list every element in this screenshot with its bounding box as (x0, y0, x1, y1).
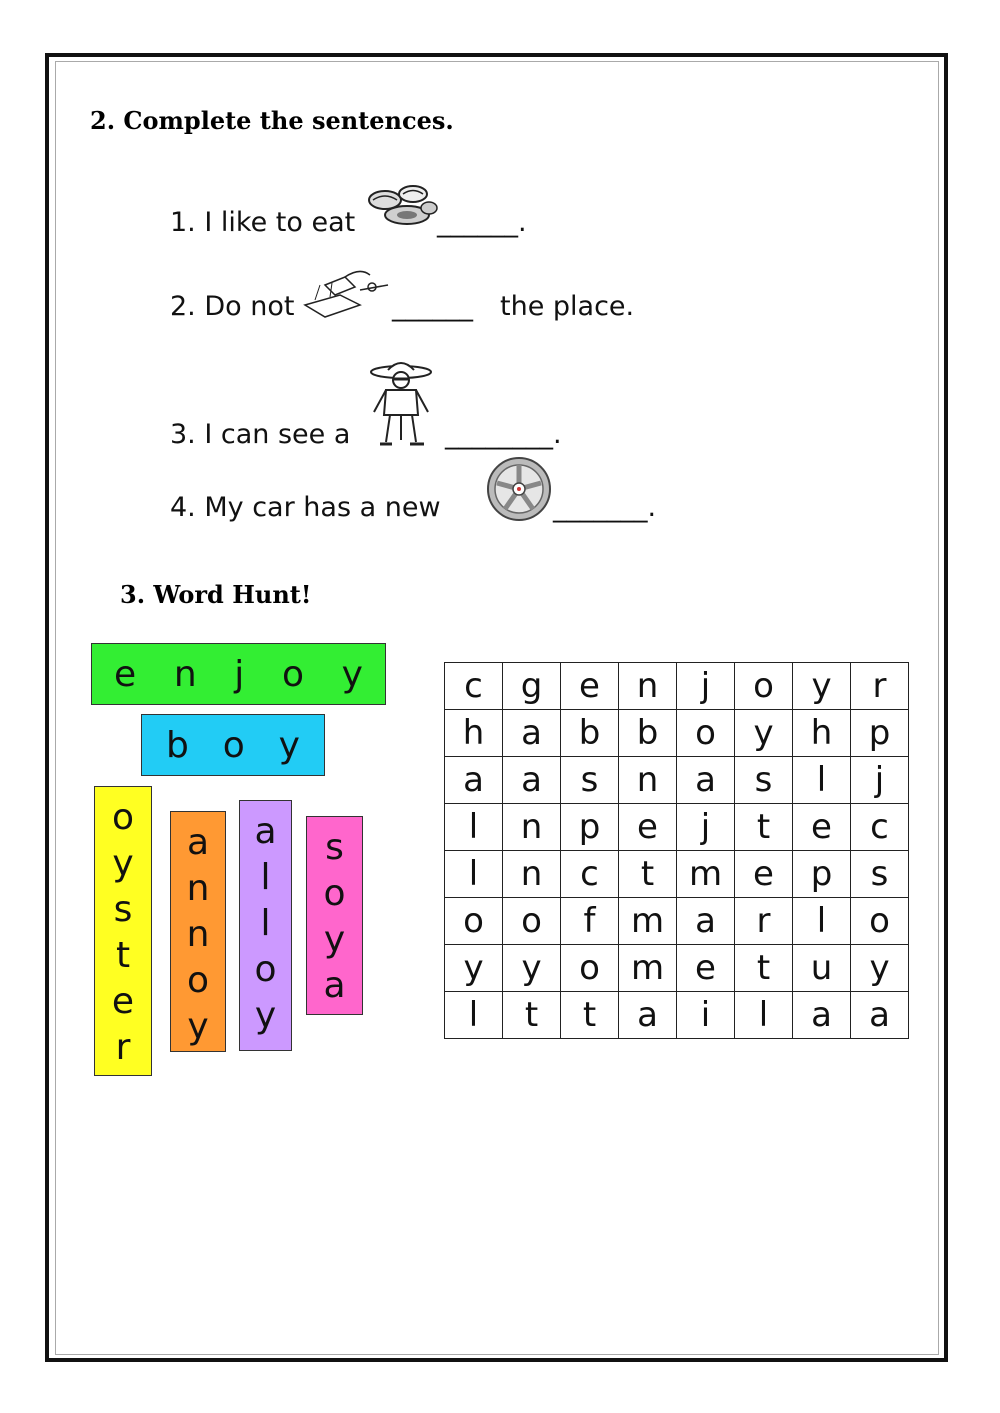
grid-cell[interactable]: e (793, 804, 851, 851)
word-enjoy-letter: o (281, 653, 304, 695)
sentence-2 (170, 291, 294, 322)
word-alloy-letter: y (254, 995, 277, 1036)
grid-cell[interactable]: i (677, 992, 735, 1039)
alloy-wheel-icon (485, 455, 553, 523)
grid-cell[interactable]: y (793, 663, 851, 710)
grid-cell[interactable]: m (619, 945, 677, 992)
word-soya-letter: y (323, 919, 346, 960)
grid-cell[interactable]: n (503, 804, 561, 851)
section-2-heading: 2. Complete the sentences. (90, 106, 454, 135)
grid-row (445, 757, 909, 804)
grid-cell[interactable]: a (677, 757, 735, 804)
grid-cell[interactable]: r (851, 663, 909, 710)
grid-cell[interactable]: p (793, 851, 851, 898)
grid-cell[interactable]: o (677, 710, 735, 757)
spray-mess-icon (300, 265, 390, 320)
grid-cell[interactable]: t (619, 851, 677, 898)
grid-cell[interactable]: l (793, 757, 851, 804)
word-enjoy-letter: j (234, 653, 245, 695)
sentence-1-text: I like to eat (204, 207, 356, 238)
grid-row (445, 945, 909, 992)
sentence-3-blank: ________. (445, 419, 562, 450)
word-oyster-letter: s (113, 889, 133, 930)
grid-cell[interactable]: p (561, 804, 619, 851)
word-oyster-letter: o (111, 797, 135, 838)
sentence-1-blank: ______. (437, 207, 527, 238)
grid-row (445, 851, 909, 898)
word-enjoy-box (91, 643, 386, 705)
grid-cell[interactable]: m (677, 851, 735, 898)
grid-cell[interactable]: c (851, 804, 909, 851)
sentence-4-number: 4. (170, 492, 196, 523)
grid-cell[interactable]: o (503, 898, 561, 945)
sentence-1 (170, 207, 355, 238)
grid-row (445, 804, 909, 851)
word-annoy-letter: o (186, 960, 210, 1001)
grid-cell[interactable]: m (619, 898, 677, 945)
grid-cell[interactable]: l (793, 898, 851, 945)
grid-cell[interactable]: s (851, 851, 909, 898)
grid-row (445, 663, 909, 710)
word-soya-box (306, 816, 363, 1015)
grid-cell[interactable]: a (793, 992, 851, 1039)
grid-cell[interactable]: n (619, 757, 677, 804)
grid-cell[interactable]: a (445, 757, 503, 804)
word-boy-box (141, 714, 325, 776)
word-oyster-box (94, 786, 152, 1076)
word-oyster-letter: e (111, 981, 135, 1022)
word-alloy-letter: l (260, 903, 271, 944)
word-annoy-box (170, 811, 226, 1052)
sentence-4 (170, 492, 441, 523)
sentence-3-text: I can see a (204, 419, 351, 450)
grid-row (445, 992, 909, 1039)
grid-cell[interactable]: s (735, 757, 793, 804)
word-enjoy-letter: y (341, 653, 363, 695)
grid-cell[interactable]: y (503, 945, 561, 992)
sentence-2-blank: ______ (392, 291, 473, 322)
grid-cell[interactable]: o (851, 898, 909, 945)
grid-cell[interactable]: a (503, 757, 561, 804)
grid-cell[interactable]: y (851, 945, 909, 992)
grid-cell[interactable]: r (735, 898, 793, 945)
grid-cell[interactable]: u (793, 945, 851, 992)
word-alloy-letter: l (260, 857, 271, 898)
word-annoy-letter: n (186, 914, 210, 955)
grid-cell[interactable]: l (445, 804, 503, 851)
word-annoy-letter: a (186, 822, 210, 863)
grid-cell[interactable]: f (561, 898, 619, 945)
word-oyster-letter: t (115, 935, 131, 976)
grid-cell[interactable]: j (677, 663, 735, 710)
grid-cell[interactable]: t (503, 992, 561, 1039)
word-alloy-letter: a (254, 811, 277, 852)
word-soya-letter: s (325, 827, 344, 868)
grid-cell[interactable]: o (445, 898, 503, 945)
grid-row (445, 710, 909, 757)
grid-cell[interactable]: p (851, 710, 909, 757)
grid-cell[interactable]: a (851, 992, 909, 1039)
grid-cell[interactable]: l (735, 992, 793, 1039)
grid-cell[interactable]: e (619, 804, 677, 851)
grid-cell[interactable]: t (561, 992, 619, 1039)
word-enjoy-letter: n (173, 653, 197, 695)
section-3-heading: 3. Word Hunt! (120, 580, 312, 609)
grid-cell[interactable]: y (445, 945, 503, 992)
sentence-4-text: My car has a new (204, 492, 441, 523)
word-alloy-box (239, 800, 292, 1051)
grid-cell[interactable]: b (561, 710, 619, 757)
word-soya-letter: o (323, 873, 346, 914)
grid-cell[interactable]: j (851, 757, 909, 804)
word-annoy-letter: y (187, 1006, 209, 1047)
grid-cell[interactable]: j (677, 804, 735, 851)
sentence-1-number: 1. (170, 207, 196, 238)
grid-cell[interactable]: c (445, 663, 503, 710)
word-soya-letter: a (323, 965, 346, 1006)
word-annoy-letter: n (186, 868, 210, 909)
sentence-2-after: the place. (500, 291, 635, 322)
grid-cell[interactable]: a (503, 710, 561, 757)
grid-cell[interactable]: n (503, 851, 561, 898)
grid-cell[interactable]: e (677, 945, 735, 992)
grid-cell[interactable]: a (677, 898, 735, 945)
oyster-icon (365, 182, 440, 227)
sentence-4-blank: _______. (553, 492, 657, 523)
grid-cell[interactable]: t (735, 804, 793, 851)
grid-cell[interactable]: n (619, 663, 677, 710)
grid-cell[interactable]: l (445, 851, 503, 898)
grid-row (445, 898, 909, 945)
grid-cell[interactable]: l (445, 992, 503, 1039)
grid-cell[interactable]: e (735, 851, 793, 898)
word-oyster-letter: r (115, 1027, 131, 1068)
word-boy-letter: b (166, 724, 189, 766)
grid-cell[interactable]: o (561, 945, 619, 992)
sentence-3-number: 3. (170, 419, 196, 450)
grid-cell[interactable]: e (561, 663, 619, 710)
grid-cell[interactable]: y (735, 710, 793, 757)
grid-cell[interactable]: t (735, 945, 793, 992)
grid-cell[interactable]: b (619, 710, 677, 757)
word-search-grid (444, 662, 909, 1039)
word-boy-letter: o (222, 724, 245, 766)
word-enjoy-letter: e (114, 653, 137, 695)
word-alloy-letter: o (254, 949, 277, 990)
word-boy-letter: y (278, 724, 300, 766)
grid-cell[interactable]: a (619, 992, 677, 1039)
grid-cell[interactable]: h (445, 710, 503, 757)
sentence-2-number: 2. (170, 291, 196, 322)
cowboy-icon (366, 360, 436, 448)
grid-cell[interactable]: g (503, 663, 561, 710)
grid-cell[interactable]: s (561, 757, 619, 804)
sentence-2-text: Do not (204, 291, 295, 322)
sentence-3 (170, 419, 350, 450)
grid-cell[interactable]: h (793, 710, 851, 757)
word-oyster-letter: y (112, 843, 134, 884)
grid-cell[interactable]: c (561, 851, 619, 898)
grid-cell[interactable]: o (735, 663, 793, 710)
